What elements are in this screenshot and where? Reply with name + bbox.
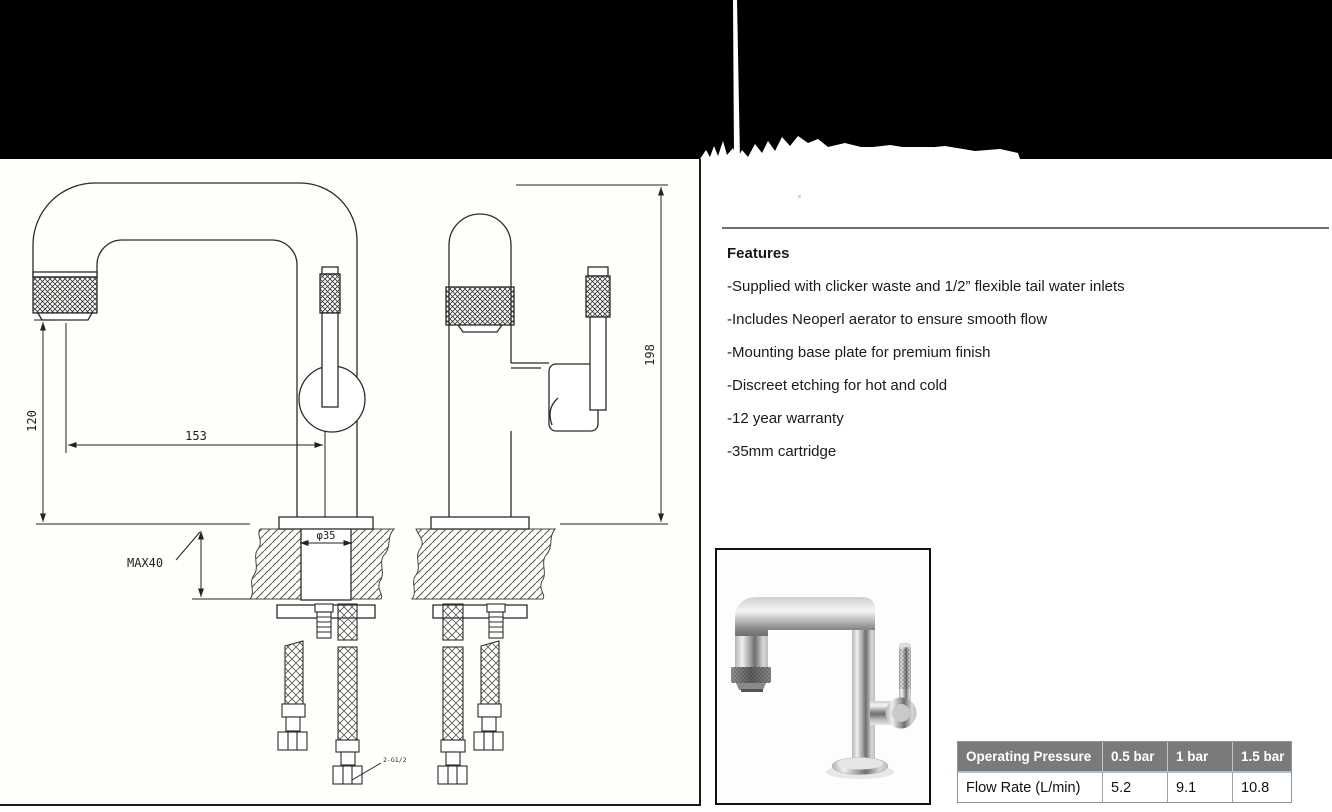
faucet-product-photo (717, 550, 929, 803)
feature-item: -Discreet etching for hot and cold (727, 377, 948, 394)
flow-rate-0-5-bar: 5.2 (1103, 771, 1168, 802)
product-photo-box (715, 548, 931, 805)
flow-rate-label: Flow Rate (L/min) (958, 771, 1103, 802)
countertop-section (250, 529, 555, 599)
table-header-operating-pressure: Operating Pressure (958, 742, 1103, 771)
dim-label-inlet-thread: 2-G1/2 (383, 756, 407, 764)
section-divider-rule (722, 227, 1329, 229)
technical-drawing-panel (0, 159, 701, 806)
faucet-technical-drawing (0, 159, 699, 804)
features-section (727, 245, 1327, 475)
page-speck (798, 195, 801, 198)
dim-label-overall-height: 198 (643, 344, 657, 366)
features-heading: Features (727, 245, 790, 262)
flow-rate-1-5-bar: 10.8 (1233, 771, 1291, 802)
dim-label-spout-height: 120 (25, 410, 39, 432)
dim-label-hole-diameter: φ35 (316, 530, 336, 542)
feature-item: -12 year warranty (727, 410, 844, 427)
table-header-1-5-bar: 1.5 bar (1233, 742, 1291, 771)
feature-item: -Includes Neoperl aerator to ensure smooth flow (727, 311, 1048, 328)
table-header-1-bar: 1 bar (1168, 742, 1233, 771)
table-row (958, 771, 1291, 802)
front-view (446, 214, 610, 517)
left-side-view (33, 183, 365, 517)
flow-rate-1-bar: 9.1 (1168, 771, 1233, 802)
scribble-marks (0, 0, 1332, 159)
table-header-0-5-bar: 0.5 bar (1103, 742, 1168, 771)
feature-item: -Mounting base plate for premium finish (727, 344, 991, 361)
redacted-banner (0, 0, 1332, 159)
dim-label-max-thickness: MAX40 (127, 556, 164, 570)
table-header-row (958, 742, 1291, 771)
feature-item: -35mm cartridge (727, 443, 837, 460)
dim-label-spout-reach: 153 (185, 429, 207, 443)
feature-item: -Supplied with clicker waste and 1/2” flexible tail water inlets (727, 278, 1125, 295)
flow-rate-table (957, 741, 1292, 803)
